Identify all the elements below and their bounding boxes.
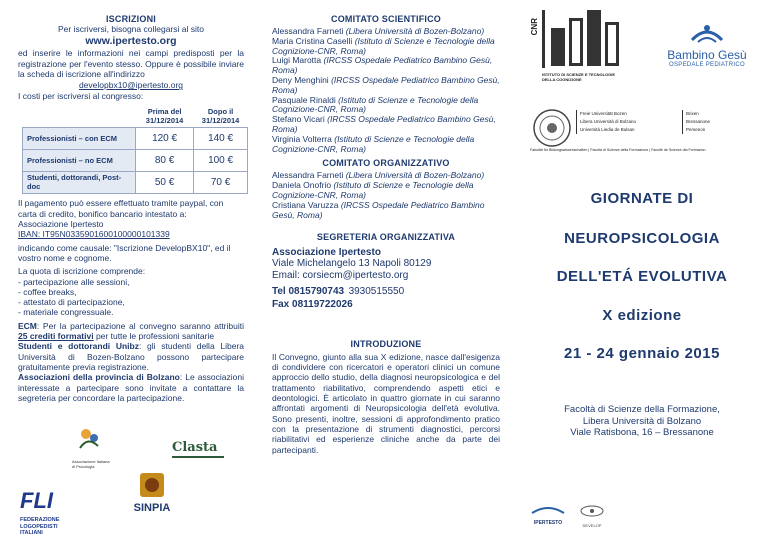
table-row bbox=[23, 172, 248, 194]
unibz-city-lad: Persenon bbox=[686, 127, 706, 132]
sinpia-logo bbox=[122, 472, 182, 522]
sinpia-text: SINPIA bbox=[133, 502, 171, 514]
iban-code: IBAN: IT95N0335901600100000101339 bbox=[18, 229, 170, 240]
fees-header-before: Prima del 31/12/2014 bbox=[145, 107, 184, 126]
member-name: Deny Menghini bbox=[272, 74, 329, 85]
causale-text: indicando come causale: "Iscrizione DevelopBX10", ed il vostro nome e cognome. bbox=[18, 242, 231, 263]
fees-before: 50 € bbox=[136, 172, 194, 194]
bambino-gesu-name: Bambino Gesù bbox=[667, 48, 747, 62]
unibz-seal-icon bbox=[532, 108, 572, 148]
bambino-gesu-logo bbox=[654, 22, 760, 82]
comitati-column bbox=[268, 0, 504, 543]
ipertesto-text: IPERTESTO bbox=[533, 520, 563, 526]
sinpia-icon bbox=[139, 472, 165, 498]
list-item bbox=[272, 96, 500, 116]
fees-category: Studenti, dottorandi, Post-doc bbox=[23, 172, 136, 194]
list-item bbox=[272, 76, 500, 96]
event-edition: X edizione bbox=[602, 307, 682, 324]
list-item: - partecipazione alle sessioni, bbox=[18, 276, 130, 287]
segreteria-tel-other: 3930515550 bbox=[348, 286, 405, 298]
aip-label: Associazione Italiana di Psicologia bbox=[72, 459, 110, 469]
segreteria-tel bbox=[272, 281, 500, 299]
iscrizioni-email-link[interactable]: developbx10@ipertesto.org bbox=[78, 80, 184, 91]
member-name: Maria Cristina Caselli bbox=[272, 35, 353, 46]
segreteria-tel-label: Tel 0815790743 bbox=[272, 286, 345, 298]
fees-header-after: Dopo il 31/12/2014 bbox=[201, 107, 240, 126]
ipertesto-logo bbox=[526, 502, 570, 532]
develop-logo bbox=[572, 504, 612, 530]
istc-logo bbox=[530, 6, 622, 92]
member-affiliation: (Libera Università di Bozen-Bolzano) bbox=[345, 26, 485, 36]
unibz-paragraph bbox=[18, 341, 244, 372]
iscrizioni-intro: Per iscriversi, bisogna collegarsi al sito bbox=[58, 24, 204, 34]
clasta-text: Clasta bbox=[172, 440, 218, 455]
iscrizioni-instructions: ed inserire le informazioni nei campi predisposti per la registrazione per l'evento stesso. Oppure è possibile inviare la scheda di iscrizione all'indirizzo bbox=[18, 48, 244, 79]
ecm-credits: 25 crediti formativi bbox=[18, 331, 94, 342]
member-affiliation: (IRCSS Ospedale Pediatrico Bambino Gesù, Roma) bbox=[272, 74, 500, 95]
venue-line: Facoltà di Scienze della Formazione, bbox=[564, 404, 720, 415]
aip-logo bbox=[72, 424, 112, 469]
fli-mark: FLI bbox=[20, 488, 53, 513]
ipertesto-icon bbox=[530, 505, 566, 515]
unibz-name-lad: Università Liedia de Bulsan bbox=[580, 127, 635, 132]
fees-after: 140 € bbox=[194, 128, 248, 150]
event-dates: 21 - 24 gennaio 2015 bbox=[564, 345, 720, 362]
develop-icon bbox=[579, 504, 605, 518]
ecm-paragraph bbox=[18, 321, 244, 342]
event-title-line-1: GIORNATE DI bbox=[590, 190, 694, 207]
list-item bbox=[272, 115, 500, 135]
comitato-scientifico-heading: COMITATO SCIENTIFICO bbox=[331, 14, 441, 24]
list-item bbox=[272, 135, 500, 155]
fees-table bbox=[22, 105, 248, 194]
member-name: Luigi Marotta bbox=[272, 55, 322, 66]
unibz-footer: Fakultät für Bildungswissenschaften | Facoltà di Scienze della Formazione | Facultè de Scienze dla Formazion bbox=[530, 148, 706, 152]
clasta-logo bbox=[172, 440, 232, 470]
fli-text: FEDERAZIONE LOGOPEDISTI ITALIANI bbox=[20, 517, 60, 536]
fees-category: Professionisti – con ECM bbox=[23, 128, 136, 150]
segreteria-fax: Fax 08119722026 bbox=[272, 299, 353, 311]
member-name: Alessandra Farneti bbox=[272, 170, 344, 181]
aip-icon bbox=[72, 424, 112, 454]
unibz-cities bbox=[682, 110, 764, 134]
member-affiliation: (IRCSS Ospedale Pediatrico Bambino Gesù, Roma) bbox=[272, 199, 485, 220]
member-affiliation: (Libera Università di Bozen-Bolzano) bbox=[345, 170, 485, 181]
list-item bbox=[272, 181, 500, 201]
unibz-logo bbox=[530, 108, 762, 154]
develop-text: DEVELOP bbox=[582, 523, 602, 528]
assoc-paragraph bbox=[18, 372, 244, 403]
cnr-label: CNR bbox=[530, 18, 539, 36]
event-title-line-2: NEUROPSICOLOGIA bbox=[564, 230, 720, 247]
member-affiliation: (Istituto di Scienze e Tecnologie della Cognizione-CNR, Roma) bbox=[272, 35, 495, 56]
ecm-text-1: : Per la partecipazione al convegno saranno attribuiti bbox=[36, 320, 244, 331]
list-item bbox=[272, 201, 500, 221]
payee-name: Associazione Ipertesto bbox=[18, 219, 104, 230]
istc-mark bbox=[542, 10, 623, 68]
istc-bar-1 bbox=[551, 28, 565, 66]
table-row bbox=[23, 128, 248, 150]
fees-before: 80 € bbox=[136, 150, 194, 172]
website-link[interactable]: www.ipertesto.org bbox=[85, 35, 177, 48]
comitato-scientifico-list bbox=[272, 27, 500, 154]
member-affiliation: (Istituto di Scienze e Tecnologie della Cognizione-CNR, Roma) bbox=[272, 180, 474, 200]
istc-bar-4 bbox=[605, 22, 619, 66]
member-name: Stefano Vicari bbox=[272, 114, 325, 125]
list-item bbox=[272, 56, 500, 76]
segreteria-address: Viale Michelangelo 13 Napoli 80129 bbox=[272, 258, 432, 270]
introduzione-heading: INTRODUZIONE bbox=[350, 338, 422, 349]
comitato-organizzativo-list bbox=[272, 171, 500, 220]
list-item bbox=[272, 37, 500, 57]
assoc-label: Associazioni della provincia di Bolzano bbox=[18, 372, 180, 383]
istc-bar-3 bbox=[587, 10, 601, 66]
unibz-name-it: Libera Università di Bolzano bbox=[580, 119, 637, 124]
fees-category: Professionisti – no ECM bbox=[23, 150, 136, 172]
istc-bar-2 bbox=[569, 18, 583, 66]
list-item: - attestato di partecipazione, bbox=[18, 297, 125, 308]
event-venue bbox=[516, 404, 768, 439]
member-name: Virginia Volterra bbox=[272, 133, 332, 144]
costs-intro: I costi per iscriversi al congresso: bbox=[18, 91, 144, 102]
venue-line: Libera Università di Bolzano bbox=[582, 415, 702, 427]
event-title-line-3: DELL'ETÁ EVOLUTIVA bbox=[556, 268, 728, 285]
introduzione-text: Il Convegno, giunto alla sua X edizione, nasce dall'esigenza di condividere con ricercatori e operatori clinici un comune approccio dello studio, della diagnosi neuropsicologica e del trattamento riabilitativo, comprendendo aspetti etici e deontologici. È articolato in quattro giornate in cui saranno affrontati argomenti di Neuropsicologia dell'età evolutiva. Sono presenti, inoltre, sessioni di approfondimento pratico con la presentazione di strumenti diagnostici, percorsi riabilitativi ed esperienze cliniche anche da parte dei partecipanti. bbox=[272, 351, 500, 455]
cover-column bbox=[516, 0, 768, 543]
unibz-city-de: Brixen bbox=[686, 111, 699, 116]
table-row bbox=[23, 150, 248, 172]
unibz-city-it: Bressanone bbox=[686, 119, 711, 124]
member-name: Daniela Onofrio bbox=[272, 180, 332, 191]
list-item: - materiale congressuale. bbox=[18, 307, 114, 318]
segreteria-heading: SEGRETERIA ORGANIZZATIVA bbox=[316, 232, 456, 243]
ecm-text-2: per tutte le professioni sanitarie bbox=[93, 331, 215, 342]
clasta-underline bbox=[172, 456, 224, 458]
fees-after: 100 € bbox=[194, 150, 248, 172]
member-affiliation: (Istituto di Scienze e Tecnologie della Cognizione-CNR, Roma) bbox=[272, 133, 475, 154]
unibz-names bbox=[576, 110, 680, 134]
segreteria-name: Associazione Ipertesto bbox=[272, 247, 381, 259]
member-affiliation: (IRCSS Ospedale Pediatrico Bambino Gesù, Roma) bbox=[272, 55, 493, 76]
bambino-gesu-icon bbox=[688, 22, 726, 44]
fees-header-row bbox=[23, 105, 248, 128]
fli-logo bbox=[20, 488, 92, 536]
unibz-text: : gli studenti della Libera Università di Bozen-Bolzano possono partecipare gratuitamente previa registrazione. bbox=[18, 341, 245, 372]
istc-subtitle: ISTITUTO DI SCIENZE E TECNOLOGIE DELLA COGNIZIONE bbox=[542, 72, 616, 82]
assoc-text: : Le associazioni interessate a partecipare sono invitate a contattare la segreteria per concordare la partecipazione. bbox=[18, 372, 244, 403]
member-name: Pasquale Rinaldi bbox=[272, 94, 336, 105]
payment-text: Il pagamento può essere effettuato tramite paypal, con carta di credito, bonifico bancario intestato a: bbox=[18, 198, 224, 219]
fees-after: 70 € bbox=[194, 172, 248, 194]
comitato-organizzativo-heading: COMITATO ORGANIZZATIVO bbox=[322, 158, 450, 169]
iscrizioni-heading: ISCRIZIONI bbox=[105, 14, 156, 24]
member-name: Cristiana Varuzza bbox=[272, 199, 339, 210]
member-name: Alessandra Farneti bbox=[272, 26, 344, 36]
bambino-gesu-sub: OSPEDALE PEDIATRICO bbox=[669, 62, 745, 68]
fees-header-empty bbox=[23, 105, 136, 128]
unibz-name-de: Freie Universität Bozen bbox=[580, 111, 627, 116]
ecm-label: ECM bbox=[18, 320, 37, 331]
member-affiliation: (IRCSS Ospedale Pediatrico Bambino Gesù, Roma) bbox=[272, 114, 496, 134]
includes-title: La quota di iscrizione comprende: bbox=[18, 266, 146, 277]
venue-line: Viale Ratisbona, 16 – Bressanone bbox=[570, 427, 714, 438]
list-item: - coffee breaks, bbox=[18, 286, 77, 297]
member-affiliation: (Istituto di Scienze e Tecnologie della Cognizione-CNR, Roma) bbox=[272, 94, 479, 115]
unibz-label: Studenti e dottorandi Unibz bbox=[18, 341, 139, 352]
segreteria-email[interactable]: Email: corsiecm@ipertesto.org bbox=[272, 269, 409, 281]
fees-before: 120 € bbox=[136, 128, 194, 150]
